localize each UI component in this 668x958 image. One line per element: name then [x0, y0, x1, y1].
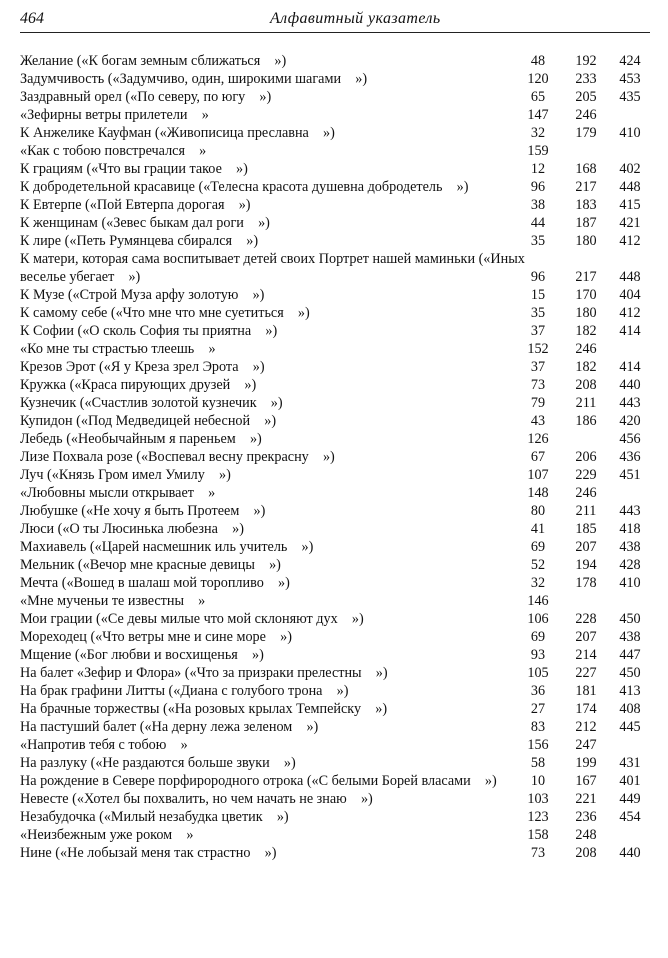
page-ref: 96	[530, 269, 546, 285]
index-entry	[20, 430, 652, 448]
entry-title: «Неизбежным уже роком »	[20, 827, 194, 843]
entry-title: Кузнечик («Счастлив золотой кузнечик »)	[20, 395, 283, 411]
page-ref: 440	[619, 845, 641, 861]
entry-title: «Мне мученьи те известны »	[20, 593, 206, 609]
entry-page-numbers	[512, 52, 652, 70]
entry-page-numbers	[512, 736, 652, 754]
entry-page-numbers	[512, 232, 652, 250]
page-ref: 174	[575, 701, 597, 717]
page-ref: 120	[527, 71, 549, 87]
running-header	[20, 6, 650, 33]
entry-page-numbers	[512, 790, 652, 808]
entry-title: К самому себе («Что мне что мне суетиться »)	[20, 305, 310, 321]
entry-title: «Любовны мысли открывает »	[20, 485, 216, 501]
entry-page-numbers	[512, 376, 652, 394]
index-entry	[20, 772, 652, 790]
page-ref: 41	[530, 521, 546, 537]
page-ref: 440	[619, 377, 641, 393]
page-ref: 181	[575, 683, 597, 699]
entry-page-numbers	[512, 844, 652, 862]
page-ref: 236	[575, 809, 597, 825]
entry-title: Кружка («Краса пирующих друзей »)	[20, 377, 257, 393]
index-entries	[20, 52, 652, 862]
entry-page-numbers	[512, 610, 652, 628]
page-ref: 35	[530, 305, 546, 321]
index-entry	[20, 358, 652, 376]
entry-title: Задумчивость («Задумчиво, один, широкими шагами »)	[20, 71, 368, 87]
page-ref: 448	[619, 269, 641, 285]
entry-title: Мечта («Вошед в шалаш мой торопливо »)	[20, 575, 290, 591]
page-ref: 211	[575, 503, 597, 519]
page-ref: 410	[619, 125, 641, 141]
entry-page-numbers	[512, 484, 652, 502]
page-ref: 107	[527, 467, 549, 483]
index-entry	[20, 592, 652, 610]
index-entry	[20, 610, 652, 628]
entry-title: К грациям («Что вы грации такое »)	[20, 161, 248, 177]
index-entry	[20, 574, 652, 592]
index-entry	[20, 250, 652, 286]
entry-title: К матери, которая сама воспитывает детей своих Портрет нашей маминьки («Иных веселье убегает »)	[20, 251, 529, 285]
page-ref: 80	[530, 503, 546, 519]
entry-title: «Зефирны ветры прилетели »	[20, 107, 209, 123]
index-entry	[20, 178, 652, 196]
page-ref: 438	[619, 629, 641, 645]
index-entry	[20, 628, 652, 646]
page-ref: 205	[575, 89, 597, 105]
entry-title: Луч («Князь Гром имел Умилу »)	[20, 467, 231, 483]
index-entry	[20, 124, 652, 142]
page-ref: 156	[527, 737, 549, 753]
entry-page-numbers	[512, 160, 652, 178]
page-ref: 182	[575, 323, 597, 339]
index-entry	[20, 448, 652, 466]
entry-title: К Евтерпе («Пой Евтерпа дорогая »)	[20, 197, 251, 213]
page-ref: 212	[575, 719, 597, 735]
index-entry	[20, 718, 652, 736]
page-ref: 58	[530, 755, 546, 771]
page-ref: 158	[527, 827, 549, 843]
index-entry	[20, 682, 652, 700]
index-entry	[20, 160, 652, 178]
page-ref: 69	[530, 539, 546, 555]
page-ref: 194	[575, 557, 597, 573]
page-ref: 412	[619, 305, 641, 321]
entry-page-numbers	[512, 682, 652, 700]
page-ref: 146	[527, 593, 549, 609]
entry-title: «Как с тобою повстречался »	[20, 143, 207, 159]
entry-title: «Ко мне ты страстью тлеешь »	[20, 341, 216, 357]
page-ref: 418	[619, 521, 641, 537]
entry-page-numbers	[512, 556, 652, 574]
page-ref: 415	[619, 197, 641, 213]
page-ref	[608, 592, 652, 610]
page-ref: 453	[619, 71, 641, 87]
entry-title: К Музе («Строй Муза арфу золотую »)	[20, 287, 265, 303]
page-ref: 79	[530, 395, 546, 411]
page-ref: 420	[619, 413, 641, 429]
page-ref	[608, 142, 652, 160]
page-ref: 73	[530, 377, 546, 393]
entry-page-numbers	[512, 142, 652, 160]
page-ref: 447	[619, 647, 641, 663]
entry-page-numbers	[512, 178, 652, 196]
entry-page-numbers	[512, 754, 652, 772]
entry-title: На балет «Зефир и Флора» («Что за призраки прелестны »)	[20, 665, 388, 681]
page-ref: 443	[619, 395, 641, 411]
page-ref: 445	[619, 719, 641, 735]
entry-page-numbers	[512, 394, 652, 412]
page-ref: 93	[530, 647, 546, 663]
page-ref: 402	[619, 161, 641, 177]
page-ref	[608, 826, 652, 844]
entry-title: К добродетельной красавице («Телесна красота душевна добродетель »)	[20, 179, 469, 195]
page-ref	[608, 106, 652, 124]
index-entry	[20, 196, 652, 214]
index-entry	[20, 340, 652, 358]
page-ref: 227	[575, 665, 597, 681]
entry-page-numbers	[512, 772, 652, 790]
entry-title: Невесте («Хотел бы похвалить, но чем начать не знаю »)	[20, 791, 373, 807]
entry-title: «Напротив тебя с тобою »	[20, 737, 188, 753]
running-title: Алфавитный указатель	[270, 10, 441, 27]
page-ref: 431	[619, 755, 641, 771]
page-ref: 410	[619, 575, 641, 591]
entry-title: Желание («К богам земным сближаться »)	[20, 53, 287, 69]
page-ref: 207	[575, 629, 597, 645]
entry-page-numbers	[512, 592, 652, 610]
page-ref: 421	[619, 215, 641, 231]
page-ref: 32	[530, 575, 546, 591]
page-ref: 185	[575, 521, 597, 537]
page-ref: 438	[619, 539, 641, 555]
page-ref: 35	[530, 233, 546, 249]
page-ref: 206	[575, 449, 597, 465]
entry-title: К Софии («О сколь София ты приятна »)	[20, 323, 278, 339]
index-entry	[20, 808, 652, 826]
entry-page-numbers	[512, 826, 652, 844]
index-entry	[20, 412, 652, 430]
page-ref: 37	[530, 359, 546, 375]
entry-page-numbers	[512, 88, 652, 106]
index-entry	[20, 700, 652, 718]
index-entry	[20, 484, 652, 502]
entry-page-numbers	[512, 70, 652, 88]
entry-title: К женщинам («Зевес быкам дал роги »)	[20, 215, 270, 231]
page-ref: 401	[619, 773, 641, 789]
page-ref: 428	[619, 557, 641, 573]
entry-page-numbers	[512, 502, 652, 520]
index-entry	[20, 286, 652, 304]
entry-title: Незабудочка («Милый незабудка цветик »)	[20, 809, 289, 825]
entry-page-numbers	[512, 808, 652, 826]
page-ref: 246	[575, 485, 597, 501]
entry-title: На брачные торжествы («На розовых крылах Темпейску »)	[20, 701, 388, 717]
page-ref: 414	[619, 323, 641, 339]
page-ref: 187	[575, 215, 597, 231]
page-ref: 192	[575, 53, 597, 69]
page-ref: 449	[619, 791, 641, 807]
entry-title: Любушке («Не хочу я быть Протеем »)	[20, 503, 266, 519]
index-entry	[20, 538, 652, 556]
index-entry	[20, 52, 652, 70]
page-ref: 159	[527, 143, 549, 159]
page-ref: 106	[527, 611, 549, 627]
entry-title: На рождение в Севере порфирородного отрока («С белыми Борей власами »)	[20, 773, 497, 789]
page-ref: 217	[575, 269, 597, 285]
page-ref: 38	[530, 197, 546, 213]
entry-title: Лизе Похвала розе («Воспевал весну прекрасну »)	[20, 449, 335, 465]
page-ref: 170	[575, 287, 597, 303]
entry-page-numbers	[512, 358, 652, 376]
page-ref: 248	[575, 827, 597, 843]
entry-title: На пастуший балет («На дерну лежа зеленом »)	[20, 719, 319, 735]
index-entry	[20, 502, 652, 520]
entry-title: Люси («О ты Люсинька любезна »)	[20, 521, 244, 537]
entry-page-numbers	[512, 286, 652, 304]
page-ref: 32	[530, 125, 546, 141]
entry-page-numbers	[512, 214, 652, 232]
page-ref: 10	[530, 773, 546, 789]
page-ref: 217	[575, 179, 597, 195]
entry-page-numbers	[512, 124, 652, 142]
entry-page-numbers	[512, 106, 652, 124]
page-ref: 52	[530, 557, 546, 573]
entry-page-numbers	[512, 628, 652, 646]
index-entry	[20, 322, 652, 340]
page-ref: 186	[575, 413, 597, 429]
entry-page-numbers	[512, 448, 652, 466]
entry-title: Мщение («Бог любви и восхищенья »)	[20, 647, 264, 663]
index-entry	[20, 88, 652, 106]
page-ref: 126	[527, 431, 549, 447]
page-ref: 214	[575, 647, 597, 663]
entry-title: К Анжелике Кауфман («Живописица преславна »)	[20, 125, 335, 141]
page-ref: 247	[575, 737, 597, 753]
entry-page-numbers	[512, 268, 652, 286]
entry-title: Лебедь («Необычайным я пареньем »)	[20, 431, 262, 447]
entry-title: Мои грации («Се девы милые что мой склоняют дух »)	[20, 611, 364, 627]
page-ref: 435	[619, 89, 641, 105]
page-ref: 69	[530, 629, 546, 645]
entry-page-numbers	[512, 664, 652, 682]
entry-title: Крезов Эрот («Я у Креза зрел Эрота »)	[20, 359, 265, 375]
page-ref: 147	[527, 107, 549, 123]
page-ref: 167	[575, 773, 597, 789]
entry-page-numbers	[512, 538, 652, 556]
index-entry	[20, 520, 652, 538]
entry-title: Мореходец («Что ветры мне и сине море »)	[20, 629, 292, 645]
page-ref: 451	[619, 467, 641, 483]
page-ref: 211	[575, 395, 597, 411]
entry-page-numbers	[512, 466, 652, 484]
page-ref: 436	[619, 449, 641, 465]
entry-page-numbers	[512, 322, 652, 340]
page-ref: 96	[530, 179, 546, 195]
entry-page-numbers	[512, 520, 652, 538]
page-ref: 221	[575, 791, 597, 807]
page-ref: 424	[619, 53, 641, 69]
page-ref: 404	[619, 287, 641, 303]
index-entry	[20, 376, 652, 394]
page-ref: 65	[530, 89, 546, 105]
page-ref: 229	[575, 467, 597, 483]
page-ref: 454	[619, 809, 641, 825]
page-ref: 183	[575, 197, 597, 213]
index-entry	[20, 304, 652, 322]
page-ref: 48	[530, 53, 546, 69]
page-ref: 414	[619, 359, 641, 375]
entry-page-numbers	[512, 646, 652, 664]
entry-page-numbers	[512, 574, 652, 592]
index-entry	[20, 556, 652, 574]
index-entry	[20, 844, 652, 862]
page-ref: 413	[619, 683, 641, 699]
page-ref: 103	[527, 791, 549, 807]
page-ref: 408	[619, 701, 641, 717]
page-ref: 443	[619, 503, 641, 519]
page-ref	[564, 430, 608, 448]
page-ref: 207	[575, 539, 597, 555]
page-ref	[608, 340, 652, 358]
page-ref: 37	[530, 323, 546, 339]
entry-title: Махиавель («Царей насмешник иль учитель »)	[20, 539, 314, 555]
index-entry	[20, 142, 652, 160]
index-entry	[20, 70, 652, 88]
index-entry	[20, 826, 652, 844]
page-ref: 246	[575, 107, 597, 123]
page-ref	[564, 142, 608, 160]
page-ref: 168	[575, 161, 597, 177]
entry-title: На разлуку («Не раздаются больше звуки »)	[20, 755, 296, 771]
entry-page-numbers	[512, 196, 652, 214]
index-entry	[20, 214, 652, 232]
entry-page-numbers	[512, 304, 652, 322]
index-entry	[20, 754, 652, 772]
entry-page-numbers	[512, 340, 652, 358]
page-ref: 412	[619, 233, 641, 249]
page-ref: 182	[575, 359, 597, 375]
entry-title: Мельник («Вечор мне красные девицы »)	[20, 557, 281, 573]
index-entry	[20, 466, 652, 484]
entry-page-numbers	[512, 412, 652, 430]
page-ref: 36	[530, 683, 546, 699]
index-entry	[20, 664, 652, 682]
page-ref: 233	[575, 71, 597, 87]
index-entry	[20, 106, 652, 124]
page-ref	[608, 736, 652, 754]
page-ref: 180	[575, 233, 597, 249]
page-ref: 67	[530, 449, 546, 465]
page-ref: 246	[575, 341, 597, 357]
page-ref: 228	[575, 611, 597, 627]
entry-title: Нине («Не лобызай меня так страстно »)	[20, 845, 277, 861]
entry-title: К лире («Петь Румянцева сбирался »)	[20, 233, 259, 249]
index-entry	[20, 736, 652, 754]
page-ref: 208	[575, 845, 597, 861]
entry-title: Заздравный орел («По северу, по югу »)	[20, 89, 272, 105]
page-ref: 44	[530, 215, 546, 231]
page-ref: 123	[527, 809, 549, 825]
page-ref: 178	[575, 575, 597, 591]
page-ref: 43	[530, 413, 546, 429]
page-ref: 180	[575, 305, 597, 321]
page-ref: 450	[619, 665, 641, 681]
index-entry	[20, 646, 652, 664]
page-ref: 27	[530, 701, 546, 717]
entry-page-numbers	[512, 700, 652, 718]
page-ref: 148	[527, 485, 549, 501]
page-ref: 73	[530, 845, 546, 861]
page-ref: 12	[530, 161, 546, 177]
page-ref: 179	[575, 125, 597, 141]
index-entry	[20, 232, 652, 250]
page-number: 464	[20, 10, 44, 27]
page-ref: 15	[530, 287, 546, 303]
entry-page-numbers	[512, 718, 652, 736]
page-ref	[608, 484, 652, 502]
entry-title: Купидон («Под Медведицей небесной »)	[20, 413, 277, 429]
page-ref: 152	[527, 341, 549, 357]
page-ref: 450	[619, 611, 641, 627]
page-ref: 448	[619, 179, 641, 195]
entry-page-numbers	[512, 430, 652, 448]
page-ref: 199	[575, 755, 597, 771]
page-ref: 208	[575, 377, 597, 393]
index-entry	[20, 394, 652, 412]
entry-title: На брак графини Литты («Диана с голубого трона »)	[20, 683, 349, 699]
page-ref: 83	[530, 719, 546, 735]
page-ref: 105	[527, 665, 549, 681]
page-ref	[564, 592, 608, 610]
index-entry	[20, 790, 652, 808]
page-ref: 456	[619, 431, 641, 447]
